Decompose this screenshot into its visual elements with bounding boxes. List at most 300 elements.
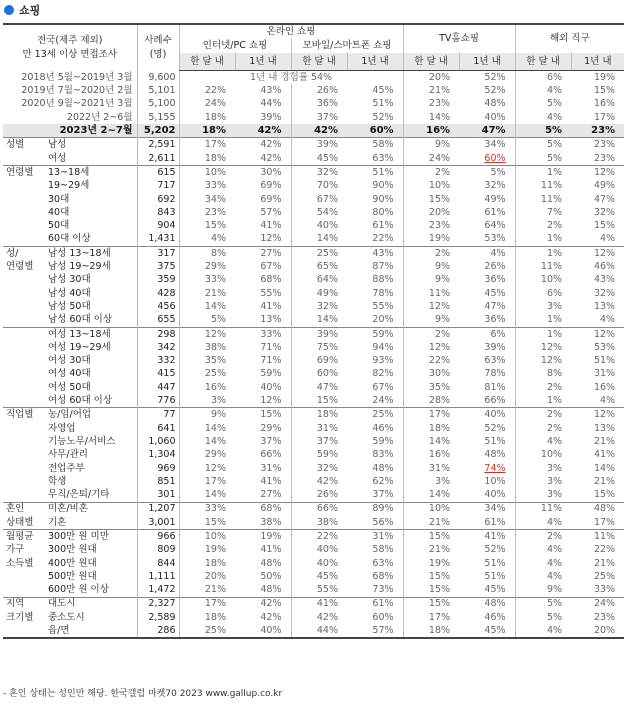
value-text: 30% bbox=[260, 166, 282, 178]
value-text: 40% bbox=[260, 625, 282, 637]
group-label: 가구 bbox=[6, 544, 25, 556]
value-text: 18% bbox=[204, 152, 227, 164]
value-text: 48% bbox=[484, 598, 506, 610]
value-cell bbox=[347, 219, 403, 232]
value-text: 17% bbox=[593, 516, 616, 528]
group-label-cell bbox=[3, 543, 45, 556]
value-cell bbox=[571, 435, 624, 448]
value-cell: 23% bbox=[403, 98, 459, 111]
group-label-cell bbox=[3, 583, 45, 597]
value-cell bbox=[235, 206, 291, 219]
value-cell bbox=[291, 287, 347, 300]
value-cell bbox=[235, 543, 291, 556]
value-cell bbox=[179, 516, 235, 530]
value-cell bbox=[571, 422, 624, 435]
value-text: 11% bbox=[540, 180, 563, 192]
value-text: 15% bbox=[428, 193, 451, 205]
value-cell: 26% bbox=[291, 84, 347, 97]
value-cell: 36% bbox=[291, 98, 347, 111]
value-cell bbox=[347, 624, 403, 638]
value-cell bbox=[347, 462, 403, 475]
row-label: 300만 원 미만 bbox=[45, 530, 137, 544]
value-cell bbox=[459, 543, 515, 556]
value-cell bbox=[571, 138, 624, 152]
value-text: 48% bbox=[260, 557, 282, 569]
table-row bbox=[3, 488, 624, 502]
group-label-cell bbox=[3, 435, 45, 448]
value-cell bbox=[235, 557, 291, 570]
value-cell bbox=[459, 408, 515, 422]
table-row bbox=[3, 233, 624, 247]
value-text: 2% bbox=[434, 166, 451, 178]
value-cell bbox=[459, 327, 515, 341]
value-cell bbox=[403, 260, 459, 273]
value-cell bbox=[515, 233, 571, 247]
table-row bbox=[3, 530, 624, 544]
value-cell bbox=[571, 408, 624, 422]
value-text: 24% bbox=[428, 152, 451, 164]
value-text: 4% bbox=[210, 233, 227, 245]
value-cell bbox=[403, 368, 459, 381]
value-text: 15% bbox=[593, 489, 616, 501]
value-cell bbox=[179, 543, 235, 556]
value-text: 21% bbox=[428, 544, 451, 556]
value-text: 45% bbox=[484, 287, 506, 299]
value-text: 2% bbox=[546, 381, 563, 393]
value-cell bbox=[291, 152, 347, 166]
value-cell bbox=[515, 313, 571, 327]
value-text: 24% bbox=[372, 395, 394, 407]
value-cell bbox=[403, 543, 459, 556]
value-cell bbox=[347, 448, 403, 461]
value-text: 32% bbox=[593, 287, 616, 299]
value-cell bbox=[515, 206, 571, 219]
value-text: 25% bbox=[316, 247, 339, 259]
value-cell bbox=[235, 368, 291, 381]
value-cell bbox=[571, 193, 624, 206]
table-row bbox=[3, 462, 624, 475]
value-text: 17% bbox=[204, 139, 227, 151]
value-cell bbox=[291, 462, 347, 475]
value-cell bbox=[291, 206, 347, 219]
value-text: 14% bbox=[316, 233, 339, 245]
value-cell bbox=[459, 583, 515, 597]
table-row bbox=[3, 516, 624, 530]
value-text: 32% bbox=[484, 180, 506, 192]
header-tv: TV홈쇼핑 bbox=[403, 24, 515, 53]
group-label-cell bbox=[3, 166, 45, 180]
sample-count: 5,202 bbox=[137, 124, 179, 138]
value-cell bbox=[515, 152, 571, 166]
value-text: 63% bbox=[484, 355, 506, 367]
row-label: 600만 원 이상 bbox=[48, 584, 109, 596]
value-cell bbox=[179, 246, 235, 260]
sample-count: 428 bbox=[137, 287, 179, 300]
value-cell bbox=[403, 287, 459, 300]
value-cell bbox=[403, 570, 459, 583]
value-text: 51% bbox=[484, 557, 506, 569]
header-overseas: 해외 직구 bbox=[515, 24, 624, 53]
value-text: 68% bbox=[260, 503, 282, 515]
value-cell bbox=[347, 475, 403, 488]
sample-count: 298 bbox=[137, 327, 179, 341]
value-cell bbox=[459, 206, 515, 219]
value-cell bbox=[347, 557, 403, 570]
value-text: 52% bbox=[484, 544, 506, 556]
value-text: 21% bbox=[204, 584, 227, 596]
value-text: 19% bbox=[428, 557, 451, 569]
value-cell bbox=[459, 502, 515, 516]
group-label: 연령별 bbox=[6, 261, 34, 273]
sample-count: 2,591 bbox=[137, 138, 179, 152]
value-text: 40% bbox=[484, 489, 506, 501]
trend-row bbox=[3, 71, 624, 85]
value-text: 5% bbox=[546, 598, 563, 610]
value-text: 20% bbox=[593, 625, 616, 637]
value-text: 21% bbox=[428, 516, 451, 528]
value-cell: 5% bbox=[515, 124, 571, 138]
value-text: 58% bbox=[372, 139, 394, 151]
value-text: 12% bbox=[428, 300, 451, 312]
row-label: 읍/면 bbox=[45, 624, 137, 638]
table-row bbox=[3, 422, 624, 435]
table-row bbox=[3, 300, 624, 313]
value-cell bbox=[291, 381, 347, 394]
value-cell bbox=[179, 381, 235, 394]
table-row bbox=[3, 435, 624, 448]
value-cell bbox=[571, 502, 624, 516]
sample-count: 692 bbox=[137, 193, 179, 206]
value-cell bbox=[515, 193, 571, 206]
table-row bbox=[3, 543, 624, 556]
value-text: 42% bbox=[316, 611, 339, 623]
value-text: 12% bbox=[204, 462, 227, 474]
value-cell bbox=[235, 341, 291, 354]
table-row bbox=[3, 287, 624, 300]
value-cell bbox=[291, 313, 347, 327]
row-label: 남성 60대 이상 bbox=[48, 314, 113, 326]
value-text: 29% bbox=[204, 261, 227, 273]
value-cell bbox=[459, 260, 515, 273]
value-cell bbox=[403, 246, 459, 260]
value-text: 12% bbox=[540, 355, 563, 367]
value-text: 63% bbox=[372, 557, 394, 569]
value-text: 45% bbox=[316, 152, 339, 164]
value-cell: 5% bbox=[515, 98, 571, 111]
value-cell bbox=[235, 138, 291, 152]
value-text: 62% bbox=[372, 475, 394, 487]
value-cell bbox=[179, 287, 235, 300]
value-cell bbox=[179, 502, 235, 516]
value-cell bbox=[403, 138, 459, 152]
row-label: 50대 bbox=[48, 220, 70, 232]
value-cell bbox=[347, 583, 403, 597]
group-label: 크기별 bbox=[6, 611, 34, 623]
value-text: 40% bbox=[260, 381, 282, 393]
table-row bbox=[3, 341, 624, 354]
value-cell bbox=[291, 583, 347, 597]
value-cell bbox=[571, 260, 624, 273]
trend-label: 2022년 2~6월 bbox=[66, 111, 133, 123]
trend-label: 2019년 7월~2020년 2월 bbox=[21, 85, 133, 97]
value-cell bbox=[571, 354, 624, 367]
highlight-value: 60% bbox=[484, 152, 506, 164]
value-text: 75% bbox=[316, 341, 339, 353]
value-cell bbox=[179, 327, 235, 341]
table-row bbox=[3, 475, 624, 488]
value-text: 31% bbox=[593, 368, 616, 380]
value-text: 25% bbox=[372, 409, 394, 421]
value-text: 4% bbox=[546, 570, 563, 582]
value-text: 32% bbox=[316, 166, 339, 178]
value-text: 42% bbox=[260, 139, 282, 151]
value-cell bbox=[347, 287, 403, 300]
value-text: 37% bbox=[260, 435, 282, 447]
value-cell bbox=[235, 300, 291, 313]
sample-count: 301 bbox=[137, 488, 179, 502]
header-pc: 인터넷/PC 쇼핑 bbox=[179, 39, 291, 53]
value-text: 52% bbox=[484, 422, 506, 434]
header-label-line2: 만 13세 이상 면접조사 bbox=[22, 48, 118, 60]
value-cell bbox=[571, 543, 624, 556]
value-cell bbox=[459, 219, 515, 232]
value-text: 61% bbox=[372, 220, 394, 232]
row-label: 전업주부 bbox=[48, 462, 85, 474]
sample-count: 844 bbox=[137, 557, 179, 570]
value-cell bbox=[179, 260, 235, 273]
value-cell bbox=[347, 611, 403, 624]
value-text: 14% bbox=[593, 462, 616, 474]
value-cell bbox=[459, 435, 515, 448]
value-cell: 19% bbox=[593, 71, 616, 83]
value-text: 4% bbox=[599, 395, 616, 407]
value-cell bbox=[235, 530, 291, 544]
value-cell bbox=[403, 193, 459, 206]
value-text: 46% bbox=[372, 422, 394, 434]
value-text: 55% bbox=[372, 300, 394, 312]
value-cell bbox=[235, 313, 291, 327]
value-cell: 37% bbox=[291, 111, 347, 124]
value-text: 35% bbox=[428, 381, 451, 393]
value-text: 12% bbox=[593, 166, 616, 178]
table-row bbox=[3, 597, 624, 611]
value-text: 4% bbox=[546, 544, 563, 556]
sample-count: 969 bbox=[137, 462, 179, 475]
value-text: 53% bbox=[593, 341, 616, 353]
value-text: 67% bbox=[372, 381, 394, 393]
value-text: 22% bbox=[372, 233, 394, 245]
value-text: 32% bbox=[316, 300, 339, 312]
value-text: 45% bbox=[484, 584, 506, 596]
row-label: 중소도시 bbox=[48, 611, 85, 623]
value-cell: 24% bbox=[179, 98, 235, 111]
value-text: 9% bbox=[210, 409, 227, 421]
value-text: 49% bbox=[593, 180, 616, 192]
value-text: 64% bbox=[484, 220, 506, 232]
value-cell bbox=[291, 368, 347, 381]
value-cell bbox=[235, 611, 291, 624]
value-cell bbox=[571, 557, 624, 570]
group-label: 혼인 bbox=[6, 503, 25, 515]
value-text: 69% bbox=[260, 180, 282, 192]
value-cell: 4% bbox=[515, 111, 571, 124]
value-text: 2% bbox=[546, 530, 563, 542]
value-cell bbox=[291, 435, 347, 448]
value-cell: 60% bbox=[347, 124, 403, 138]
sample-count: 641 bbox=[137, 422, 179, 435]
value-text: 40% bbox=[316, 557, 339, 569]
value-cell bbox=[347, 300, 403, 313]
table-row bbox=[3, 570, 624, 583]
sample-count: 1,060 bbox=[137, 435, 179, 448]
sample-count: 809 bbox=[137, 543, 179, 556]
group-label-cell bbox=[3, 354, 45, 367]
value-cell bbox=[571, 233, 624, 247]
value-cell bbox=[179, 394, 235, 408]
value-text: 27% bbox=[260, 489, 282, 501]
value-cell bbox=[459, 193, 515, 206]
trend-label: 2018년 5월~2019년 3월 bbox=[21, 71, 133, 83]
value-text: 19% bbox=[428, 233, 451, 245]
value-cell bbox=[459, 624, 515, 638]
value-cell bbox=[571, 152, 624, 166]
sample-count: 717 bbox=[137, 179, 179, 192]
value-text: 61% bbox=[484, 206, 506, 218]
value-cell bbox=[459, 179, 515, 192]
value-cell bbox=[179, 219, 235, 232]
value-cell bbox=[347, 193, 403, 206]
value-cell bbox=[235, 502, 291, 516]
value-text: 93% bbox=[372, 355, 394, 367]
value-text: 10% bbox=[540, 274, 563, 286]
value-text: 59% bbox=[372, 435, 394, 447]
value-text: 4% bbox=[599, 233, 616, 245]
value-cell bbox=[235, 381, 291, 394]
value-cell bbox=[403, 448, 459, 461]
table-row bbox=[3, 313, 624, 327]
value-text: 10% bbox=[540, 449, 563, 461]
row-label: 남성 50대 bbox=[48, 300, 91, 312]
row-label: 19~29세 bbox=[48, 180, 90, 192]
group-label-cell bbox=[3, 152, 45, 166]
value-text: 21% bbox=[593, 475, 616, 487]
value-cell bbox=[347, 381, 403, 394]
value-cell: 43% bbox=[260, 85, 282, 97]
value-text: 14% bbox=[316, 314, 339, 326]
value-cell bbox=[571, 179, 624, 192]
value-text: 53% bbox=[484, 233, 506, 245]
value-cell bbox=[403, 422, 459, 435]
value-text: 34% bbox=[484, 503, 506, 515]
value-text: 13% bbox=[260, 314, 282, 326]
value-cell bbox=[403, 516, 459, 530]
value-cell bbox=[291, 530, 347, 544]
value-cell bbox=[515, 611, 571, 624]
value-cell bbox=[571, 624, 624, 638]
value-text: 47% bbox=[484, 300, 506, 312]
value-cell bbox=[459, 394, 515, 408]
value-text: 22% bbox=[428, 355, 451, 367]
value-cell bbox=[403, 219, 459, 232]
value-cell: 52% bbox=[372, 111, 394, 123]
value-cell bbox=[571, 368, 624, 381]
value-cell: 44% bbox=[260, 98, 282, 110]
value-cell bbox=[403, 313, 459, 327]
value-cell bbox=[347, 166, 403, 180]
value-cell bbox=[291, 475, 347, 488]
value-text: 81% bbox=[484, 381, 506, 393]
value-cell bbox=[571, 475, 624, 488]
value-cell bbox=[347, 530, 403, 544]
value-text: 55% bbox=[316, 584, 339, 596]
value-cell bbox=[347, 179, 403, 192]
value-cell bbox=[347, 260, 403, 273]
value-text: 1% bbox=[546, 395, 563, 407]
group-label-cell bbox=[3, 300, 45, 313]
row-label: 사무/관리 bbox=[48, 449, 88, 461]
value-cell bbox=[235, 570, 291, 583]
sample-count: 332 bbox=[137, 354, 179, 367]
value-cell bbox=[459, 246, 515, 260]
value-text: 51% bbox=[593, 355, 616, 367]
group-label-cell bbox=[3, 287, 45, 300]
row-label: 남성 30대 bbox=[48, 274, 91, 286]
value-cell bbox=[459, 462, 515, 475]
value-text: 9% bbox=[434, 261, 451, 273]
value-cell bbox=[403, 273, 459, 286]
value-cell bbox=[347, 408, 403, 422]
value-text: 40% bbox=[316, 220, 339, 232]
value-cell bbox=[403, 152, 459, 166]
value-text: 15% bbox=[593, 220, 616, 232]
table-row bbox=[3, 179, 624, 192]
value-cell bbox=[403, 381, 459, 394]
value-cell bbox=[403, 611, 459, 624]
value-cell bbox=[571, 219, 624, 232]
table-row bbox=[3, 502, 624, 516]
value-text: 14% bbox=[428, 435, 451, 447]
value-cell bbox=[571, 394, 624, 408]
value-text: 41% bbox=[260, 220, 282, 232]
row-label: 농/임/어업 bbox=[45, 408, 137, 422]
value-cell bbox=[403, 166, 459, 180]
group-label-cell bbox=[3, 341, 45, 354]
value-text: 20% bbox=[204, 570, 227, 582]
value-cell bbox=[515, 516, 571, 530]
footnote: - 혼인 상태는 성인만 해당. 한국갤럽 마켓70 2023 www.gallup.co.kr bbox=[3, 689, 283, 699]
value-text: 23% bbox=[204, 206, 227, 218]
sample-count: 375 bbox=[137, 260, 179, 273]
value-cell bbox=[179, 233, 235, 247]
value-text: 24% bbox=[593, 598, 616, 610]
header-online: 온라인 쇼핑 bbox=[179, 24, 403, 39]
sample-count: 904 bbox=[137, 219, 179, 232]
value-cell bbox=[291, 138, 347, 152]
value-text: 1% bbox=[546, 247, 563, 259]
table-row bbox=[3, 246, 624, 260]
value-cell bbox=[235, 219, 291, 232]
value-text: 18% bbox=[316, 409, 339, 421]
value-cell bbox=[347, 570, 403, 583]
value-cell bbox=[515, 219, 571, 232]
value-text: 4% bbox=[546, 435, 563, 447]
value-cell bbox=[179, 462, 235, 475]
value-text: 23% bbox=[593, 139, 616, 151]
row-label: 남성 40대 bbox=[48, 287, 91, 299]
value-text: 15% bbox=[428, 598, 451, 610]
value-cell bbox=[347, 233, 403, 247]
value-text: 47% bbox=[316, 381, 339, 393]
